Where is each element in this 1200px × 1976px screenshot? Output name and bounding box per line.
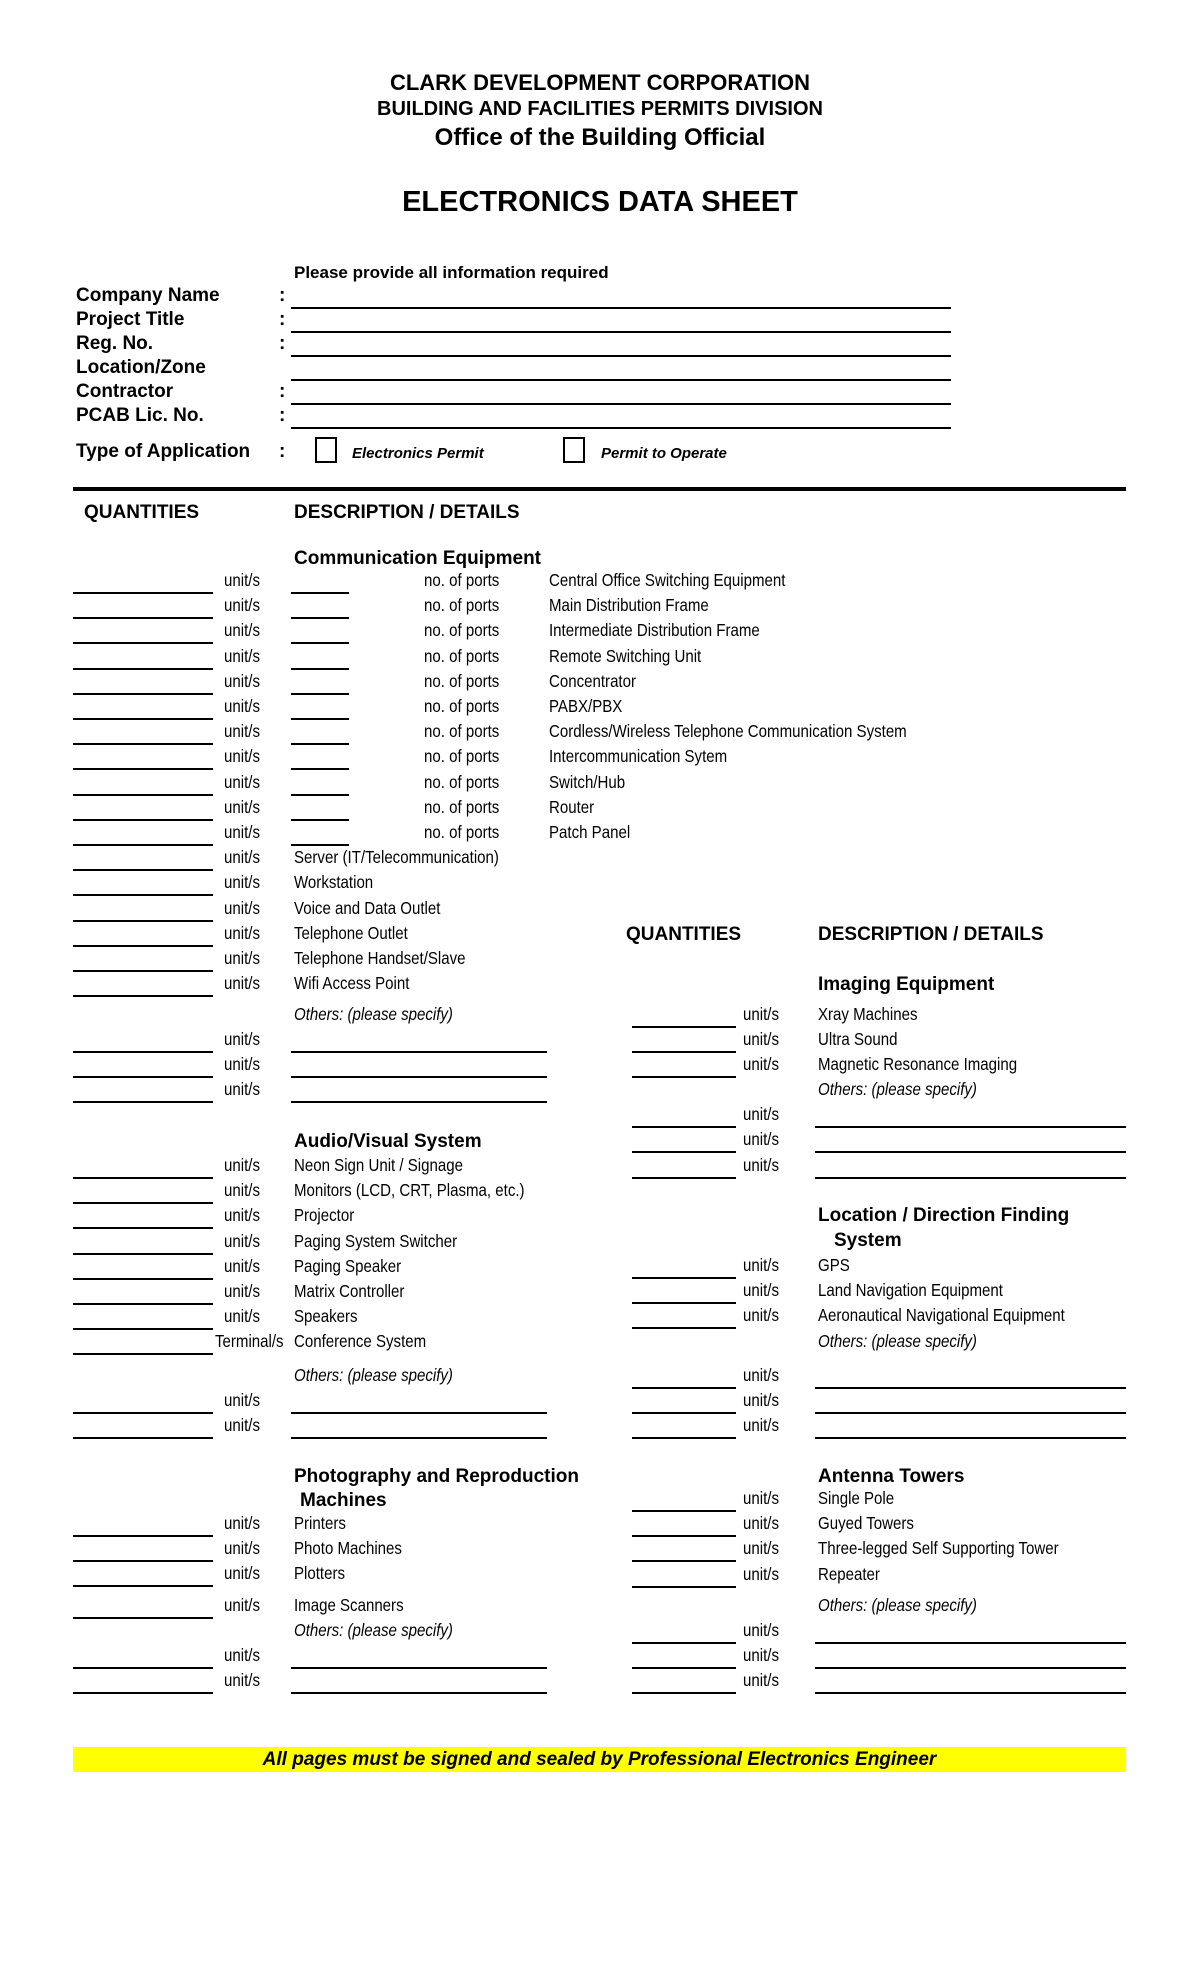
unit-label: unit/s: [743, 1488, 779, 1508]
location-zone-field[interactable]: [291, 379, 951, 381]
quantity-field[interactable]: [73, 1328, 213, 1330]
others-specify-field[interactable]: [815, 1387, 1126, 1389]
quantity-field[interactable]: [632, 1412, 736, 1414]
quantity-field[interactable]: [632, 1560, 736, 1562]
pcab-lic-label: PCAB Lic. No.: [76, 405, 204, 426]
unit-label: unit/s: [224, 922, 260, 943]
others-label: Others: (please specify): [294, 1004, 453, 1024]
electronics-permit-label: Electronics Permit: [352, 445, 484, 462]
item-description: Workstation: [294, 872, 374, 893]
quantity-field[interactable]: [632, 1177, 736, 1179]
quantity-field[interactable]: [73, 1667, 213, 1669]
unit-label: unit/s: [224, 570, 260, 590]
item-description: Neon Sign Unit / Signage: [294, 1155, 464, 1175]
unit-label: unit/s: [743, 1513, 779, 1534]
item-description: Photo Machines: [294, 1538, 402, 1558]
unit-label: unit/s: [743, 1054, 779, 1075]
quantity-field[interactable]: [73, 995, 213, 997]
ports-label: no. of ports: [424, 595, 500, 616]
others-specify-field[interactable]: [815, 1126, 1126, 1128]
quantity-field[interactable]: [632, 1667, 736, 1669]
ports-field[interactable]: [291, 718, 349, 720]
ports-label: no. of ports: [424, 620, 500, 641]
quantity-field[interactable]: [73, 1617, 213, 1619]
unit-label: unit/s: [224, 1415, 260, 1435]
ports-field[interactable]: [291, 592, 349, 594]
unit-label: unit/s: [743, 1563, 779, 1584]
quantity-field[interactable]: [73, 668, 213, 670]
ports-label: no. of ports: [424, 670, 500, 691]
ports-field[interactable]: [291, 819, 349, 821]
unit-label: unit/s: [224, 1079, 260, 1099]
others-specify-field[interactable]: [291, 1437, 547, 1439]
unit-label: unit/s: [743, 1645, 779, 1665]
item-description: Main Distribution Frame: [549, 595, 709, 616]
colon: :: [279, 441, 286, 462]
colon: :: [279, 333, 286, 354]
item-description: Speakers: [294, 1306, 358, 1327]
section-divider: [73, 487, 1126, 491]
unit-label: unit/s: [224, 645, 260, 666]
project-title-label: Project Title: [76, 309, 185, 330]
unit-label: unit/s: [743, 1365, 779, 1385]
unit-label: unit/s: [743, 1390, 779, 1410]
item-description: Repeater: [818, 1563, 880, 1584]
quantity-field[interactable]: [73, 592, 213, 594]
ports-field[interactable]: [291, 693, 349, 695]
unit-label: unit/s: [224, 595, 260, 616]
ports-field[interactable]: [291, 668, 349, 670]
others-specify-field[interactable]: [291, 1692, 547, 1694]
ports-field[interactable]: [291, 642, 349, 644]
reg-no-label: Reg. No.: [76, 333, 154, 354]
item-description: Guyed Towers: [818, 1513, 914, 1534]
quantity-field[interactable]: [632, 1692, 736, 1694]
quantity-field[interactable]: [73, 1177, 213, 1179]
project-title-field[interactable]: [291, 331, 951, 333]
others-specify-field[interactable]: [815, 1151, 1126, 1153]
unit-label: unit/s: [224, 1281, 260, 1301]
quantity-field[interactable]: [632, 1126, 736, 1128]
item-description: Switch/Hub: [549, 771, 626, 792]
quantity-field[interactable]: [73, 1585, 213, 1587]
item-description: Voice and Data Outlet: [294, 897, 441, 918]
unit-label: unit/s: [743, 1029, 779, 1050]
unit-label: unit/s: [224, 1645, 260, 1665]
colon: :: [279, 309, 286, 330]
ports-label: no. of ports: [424, 570, 500, 590]
description-header: DESCRIPTION / DETAILS: [294, 502, 520, 523]
item-description: PABX/PBX: [549, 696, 623, 716]
unit-label: unit/s: [224, 1390, 260, 1410]
item-description: Land Navigation Equipment: [818, 1280, 1003, 1301]
quantity-field[interactable]: [632, 1076, 736, 1078]
contractor-field[interactable]: [291, 403, 951, 405]
colon: :: [279, 405, 286, 426]
quantity-field[interactable]: [73, 1303, 213, 1305]
item-description: Central Office Switching Equipment: [549, 570, 786, 590]
quantity-field[interactable]: [73, 794, 213, 796]
quantity-field[interactable]: [73, 945, 213, 947]
instruction-text: Please provide all information required: [294, 263, 609, 282]
unit-label: unit/s: [224, 1205, 260, 1226]
quantity-field[interactable]: [73, 819, 213, 821]
permit-to-operate-checkbox[interactable]: [563, 437, 585, 463]
quantity-field[interactable]: [73, 1437, 213, 1439]
others-label: Others: (please specify): [818, 1595, 977, 1615]
unit-label: unit/s: [224, 1538, 260, 1558]
unit-label: unit/s: [743, 1538, 779, 1559]
quantity-field[interactable]: [73, 1692, 213, 1694]
quantity-field[interactable]: [632, 1302, 736, 1304]
unit-label: unit/s: [743, 1670, 779, 1690]
quantity-field[interactable]: [73, 869, 213, 871]
unit-label: unit/s: [743, 1305, 779, 1326]
photography-section-title-cont: Machines: [300, 1490, 387, 1511]
quantity-field[interactable]: [73, 1253, 213, 1255]
ports-label: no. of ports: [424, 746, 500, 767]
unit-label: unit/s: [224, 1054, 260, 1074]
others-specify-field[interactable]: [815, 1177, 1126, 1179]
unit-label: unit/s: [224, 696, 260, 716]
quantity-field[interactable]: [73, 743, 213, 745]
quantity-field[interactable]: [632, 1327, 736, 1329]
company-name-field[interactable]: [291, 307, 951, 309]
item-description: Plotters: [294, 1563, 346, 1583]
quantity-field[interactable]: [73, 617, 213, 619]
unit-label: unit/s: [743, 1004, 779, 1024]
quantity-field[interactable]: [73, 920, 213, 922]
permit-to-operate-label: Permit to Operate: [601, 445, 727, 462]
right-quantities-header: QUANTITIES: [626, 924, 742, 945]
others-specify-field[interactable]: [815, 1437, 1126, 1439]
item-description: Intercommunication Sytem: [549, 746, 728, 767]
colon: :: [279, 381, 286, 402]
quantity-field[interactable]: [632, 1387, 736, 1389]
item-description: Printers: [294, 1513, 346, 1533]
ports-field[interactable]: [291, 617, 349, 619]
item-description: Magnetic Resonance Imaging: [818, 1054, 1018, 1075]
unit-label: unit/s: [224, 847, 260, 868]
others-specify-field[interactable]: [291, 1412, 547, 1414]
item-description: Paging System Switcher: [294, 1230, 458, 1251]
terminal-label: Terminal/s: [215, 1331, 284, 1352]
unit-label: unit/s: [224, 1230, 260, 1251]
unit-label: unit/s: [224, 1029, 260, 1049]
item-description: Ultra Sound: [818, 1029, 898, 1050]
ports-label: no. of ports: [424, 721, 500, 742]
ports-label: no. of ports: [424, 771, 500, 792]
division-name: BUILDING AND FACILITIES PERMITS DIVISION: [377, 98, 823, 120]
quantity-field[interactable]: [73, 1560, 213, 1562]
imaging-section-title: Imaging Equipment: [818, 974, 995, 995]
unit-label: unit/s: [743, 1255, 779, 1275]
item-description: Intermediate Distribution Frame: [549, 620, 760, 641]
item-description: GPS: [818, 1255, 850, 1275]
unit-label: unit/s: [224, 1306, 260, 1327]
photography-section-title: Photography and Reproduction: [294, 1466, 579, 1487]
unit-label: unit/s: [224, 771, 260, 792]
ports-label: no. of ports: [424, 796, 500, 817]
others-specify-field[interactable]: [291, 1101, 547, 1103]
unit-label: unit/s: [224, 1155, 260, 1175]
antenna-section-title: Antenna Towers: [818, 1466, 965, 1487]
unit-label: unit/s: [224, 1513, 260, 1533]
ports-field[interactable]: [291, 768, 349, 770]
unit-label: unit/s: [224, 1595, 260, 1615]
footer-note: All pages must be signed and sealed by Professional Electronics Engineer: [262, 1749, 937, 1770]
unit-label: unit/s: [224, 620, 260, 641]
location-section-title: Location / Direction Finding: [818, 1205, 1070, 1226]
others-specify-field[interactable]: [815, 1412, 1126, 1414]
item-description: Telephone Handset/Slave: [294, 948, 466, 968]
quantity-field[interactable]: [73, 1278, 213, 1280]
unit-label: unit/s: [224, 872, 260, 893]
others-label: Others: (please specify): [294, 1620, 453, 1640]
quantity-field[interactable]: [632, 1277, 736, 1279]
others-specify-field[interactable]: [815, 1667, 1126, 1669]
unit-label: unit/s: [224, 1563, 260, 1583]
company-name-label: Company Name: [76, 285, 220, 306]
electronics-permit-checkbox[interactable]: [315, 437, 337, 463]
quantity-field[interactable]: [73, 894, 213, 896]
quantity-field[interactable]: [73, 1101, 213, 1103]
org-name: CLARK DEVELOPMENT CORPORATION: [389, 70, 811, 95]
item-description: Xray Machines: [818, 1004, 918, 1024]
office-name: Office of the Building Official: [434, 124, 766, 151]
quantity-field[interactable]: [73, 1076, 213, 1078]
quantity-field[interactable]: [73, 768, 213, 770]
quantity-field[interactable]: [632, 1535, 736, 1537]
unit-label: unit/s: [224, 1180, 260, 1201]
unit-label: unit/s: [743, 1155, 779, 1175]
item-description: Server (IT/Telecommunication): [294, 847, 499, 868]
others-specify-field[interactable]: [815, 1642, 1126, 1644]
unit-label: unit/s: [224, 746, 260, 767]
item-description: Single Pole: [818, 1488, 895, 1508]
unit-label: unit/s: [224, 822, 260, 842]
ports-field[interactable]: [291, 844, 349, 846]
quantity-field[interactable]: [73, 718, 213, 720]
item-description: Telephone Outlet: [294, 922, 408, 943]
item-description: Projector: [294, 1205, 355, 1226]
reg-no-field[interactable]: [291, 355, 951, 357]
item-description: Aeronautical Navigational Equipment: [818, 1305, 1065, 1326]
unit-label: unit/s: [743, 1620, 779, 1640]
unit-label: unit/s: [743, 1415, 779, 1435]
quantities-header: QUANTITIES: [84, 502, 200, 523]
others-specify-field[interactable]: [291, 1051, 547, 1053]
location-section-title-cont: System: [834, 1230, 902, 1251]
unit-label: unit/s: [224, 721, 260, 742]
communication-section-title: Communication Equipment: [294, 548, 541, 569]
others-label: Others: (please specify): [818, 1331, 977, 1351]
item-description: Remote Switching Unit: [549, 645, 702, 666]
quantity-field[interactable]: [73, 1535, 213, 1537]
item-description: Three-legged Self Supporting Tower: [818, 1538, 1059, 1559]
right-description-header: DESCRIPTION / DETAILS: [818, 924, 1044, 945]
application-type-label: Type of Application: [76, 441, 251, 462]
quantity-field[interactable]: [73, 1353, 213, 1355]
item-description: Paging Speaker: [294, 1255, 402, 1276]
quantity-field[interactable]: [73, 642, 213, 644]
ports-label: no. of ports: [424, 696, 500, 716]
unit-label: unit/s: [743, 1129, 779, 1149]
item-description: Wifi Access Point: [294, 973, 410, 994]
ports-field[interactable]: [291, 794, 349, 796]
unit-label: unit/s: [224, 1255, 260, 1276]
unit-label: unit/s: [224, 670, 260, 691]
pcab-lic-field[interactable]: [291, 427, 951, 429]
unit-label: unit/s: [224, 1670, 260, 1690]
quantity-field[interactable]: [73, 970, 213, 972]
quantity-field[interactable]: [632, 1642, 736, 1644]
quantity-field[interactable]: [632, 1151, 736, 1153]
quantity-field[interactable]: [632, 1026, 736, 1028]
unit-label: unit/s: [743, 1104, 779, 1124]
others-label: Others: (please specify): [294, 1365, 453, 1385]
ports-field[interactable]: [291, 743, 349, 745]
colon: :: [279, 285, 286, 306]
quantity-field[interactable]: [73, 844, 213, 846]
item-description: Patch Panel: [549, 822, 631, 842]
item-description: Concentrator: [549, 670, 637, 691]
quantity-field[interactable]: [632, 1510, 736, 1512]
quantity-field[interactable]: [73, 693, 213, 695]
contractor-label: Contractor: [76, 381, 174, 402]
quantity-field[interactable]: [73, 1227, 213, 1229]
location-zone-label: Location/Zone: [76, 357, 206, 378]
others-specify-field[interactable]: [291, 1667, 547, 1669]
unit-label: unit/s: [224, 948, 260, 968]
quantity-field[interactable]: [73, 1051, 213, 1053]
quantity-field[interactable]: [632, 1437, 736, 1439]
quantity-field[interactable]: [73, 1202, 213, 1204]
quantity-field[interactable]: [73, 1412, 213, 1414]
ports-label: no. of ports: [424, 822, 500, 842]
unit-label: unit/s: [224, 796, 260, 817]
item-description: Router: [549, 796, 595, 817]
unit-label: unit/s: [743, 1280, 779, 1301]
item-description: Conference System: [294, 1331, 427, 1352]
others-specify-field[interactable]: [815, 1692, 1126, 1694]
audio-visual-section-title: Audio/Visual System: [294, 1131, 482, 1152]
quantity-field[interactable]: [632, 1051, 736, 1053]
item-description: Image Scanners: [294, 1595, 404, 1615]
item-description: Monitors (LCD, CRT, Plasma, etc.): [294, 1180, 525, 1201]
item-description: Cordless/Wireless Telephone Communication System: [549, 721, 907, 742]
others-label: Others: (please specify): [818, 1079, 977, 1099]
unit-label: unit/s: [224, 973, 260, 994]
item-description: Matrix Controller: [294, 1281, 405, 1301]
unit-label: unit/s: [224, 897, 260, 918]
ports-label: no. of ports: [424, 645, 500, 666]
others-specify-field[interactable]: [291, 1076, 547, 1078]
document-title: ELECTRONICS DATA SHEET: [402, 186, 798, 218]
quantity-field[interactable]: [632, 1586, 736, 1588]
